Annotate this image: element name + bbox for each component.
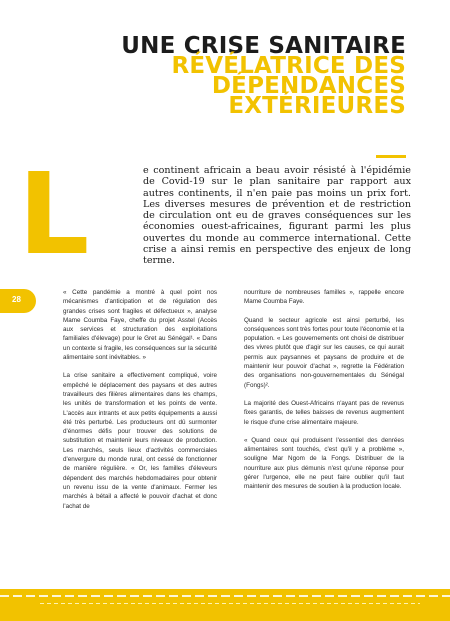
page-number: 28: [12, 295, 21, 304]
body-paragraph: « Quand ceux qui produisent l'essentiel des denrées alimentaires sont touchés, c'est qu'il y a problème », souligne Mar Ngom de la Fongs. Distribuer de la nourriture aux plus démunis n'est qu'une réponse pour gérer l'urgence, elle ne peut faire oublier qu'il faut maintenir des mesures de soutien à la production locale.: [244, 436, 404, 491]
title-line-3: DÉPENDANCES: [211, 73, 406, 99]
footer-dash-pattern: [0, 595, 450, 597]
page-number-tab: [0, 289, 36, 313]
article-title: [121, 33, 406, 119]
body-paragraph: nourriture de nombreuses familles », rappelle encore Mame Coumba Faye.: [244, 289, 404, 306]
title-line-4: EXTÉRIEURES: [228, 93, 406, 119]
title-rule: [376, 155, 406, 158]
title-line-2: RÉVÉLATRICE DES: [171, 53, 406, 79]
title-line-1: UNE CRISE SANITAIRE: [121, 33, 406, 59]
footer-dash-pattern-fine: [40, 603, 420, 604]
body-paragraph: La majorité des Ouest-Africains n'ayant pas de revenus fixes garantis, de telles baisses de revenus augmentent le risque d'une crise alimentaire majeure.: [244, 399, 404, 426]
body-paragraph: « Cette pandémie a montré à quel point nos mécanismes d'anticipation et de régulation des grandes crises sont fragiles et défectueux », analyse Mame Coumba Faye, cheffe du projet Asstel (Accès aux services et structuration des exploitations familiales d'élevage) pour le Gret au Sénégal¹. « Dans un contexte si fragile, les conséquences sur la sécurité alimentaire sont inévitables. »: [63, 289, 217, 362]
body-column-left: [63, 288, 217, 520]
footer-band: [0, 589, 450, 621]
lead-paragraph: e continent africain a beau avoir résisté à l'épidémie de Covid-19 sur le plan sanitaire par rapport aux autres continents, il n'en paie pas moins un prix fort. Les diverses mesures de prévention et de restriction de circulation ont eu de graves conséquences sur les économies ouest-africaines, figurant parmi les plus ouvertes du monde au commerce international. Cette crise a ainsi remis en perspective des enjeux de long terme.: [143, 165, 411, 267]
body-column-right: [244, 288, 404, 501]
drop-cap: L: [18, 150, 90, 280]
body-paragraph: La crise sanitaire a effectivement compliqué, voire empêché le déplacement des paysans et des autres travailleurs des filières alimentaires dans les champs, les unités de transformation et les points de vente. L'accès aux intrants et aux petits équipements a aussi été très perturbé. Les producteurs ont dû surmonter d'énormes défis pour trouver des solutions de substitution et maintenir leurs niveaux de production. Les marchés, seuls lieux d'activités commerciales d'envergure du monde rural, ont cessé de fonctionner de manière régulière. « Or, les familles d'éleveurs dépendent des marchés hebdomadaires pour obtenir un revenu issu de la vente d'animaux. Fermer les marchés à bétail a affecté le pouvoir d'achat et donc l'achat de: [63, 372, 217, 510]
body-paragraph: Quand le secteur agricole est ainsi perturbé, les conséquences sont très fortes pour toute l'économie et la population. « Les gouvernements ont choisi de distribuer des vivres plutôt que d'agir sur les causes, ce qui aurait permis aux paysannes et paysans de produire et de maintenir leur pouvoir d'achat », regrette la Fédération des organisations non-gouvernementales du Sénégal (Fongs)².: [244, 316, 404, 389]
